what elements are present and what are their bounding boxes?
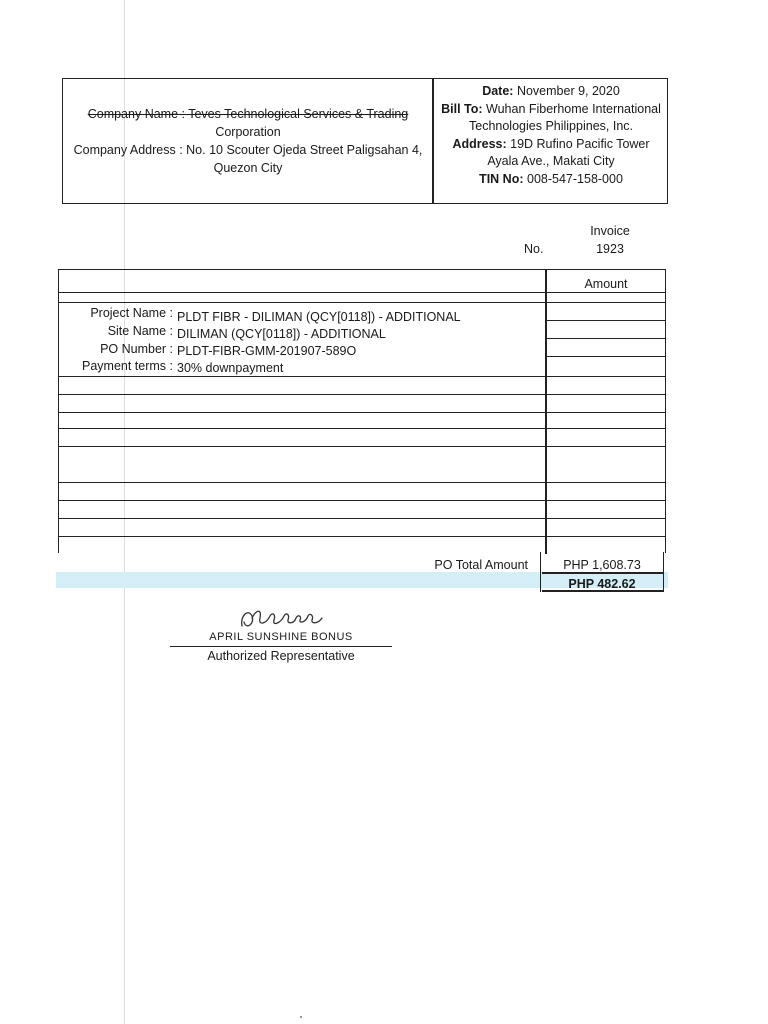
total-bottom-rule (542, 590, 664, 592)
company-address-line: Company Address : No. 10 Scouter Ojeda Street Paligsahan 4, (73, 143, 423, 157)
tin-line (435, 171, 667, 189)
bill-to-continued: Technologies Philippines, Inc. (469, 119, 633, 133)
tin-label: TIN No: (479, 171, 524, 186)
table-rule (59, 428, 665, 429)
address-label: Address: (452, 136, 507, 151)
table-rule (59, 376, 665, 377)
date-label: Date: (482, 84, 514, 98)
payment-terms-value: 30% downpayment (177, 361, 284, 375)
bill-to-label: Bill To: (441, 101, 483, 116)
table-rule (59, 412, 665, 413)
scan-speck (300, 1016, 302, 1018)
amount-cell-rule (546, 338, 665, 339)
amount-column-header: Amount (584, 277, 628, 291)
company-details (67, 105, 429, 177)
payment-terms-label: Payment terms : (82, 359, 173, 373)
company-address-continued: Quezon City (213, 161, 283, 175)
address-line (435, 136, 667, 154)
tin-value: 008-547-158-000 (527, 171, 623, 186)
site-name-label: Site Name : (107, 324, 173, 338)
invoice-no-label: No. (524, 242, 544, 256)
billing-details (435, 83, 667, 188)
date-value: November 9, 2020 (516, 84, 620, 98)
table-rule (59, 536, 665, 537)
table-rule (59, 482, 665, 483)
total-separator (542, 572, 664, 574)
invoice-table (58, 269, 666, 553)
downpayment-amount: PHP 482.62 (568, 577, 636, 588)
address-continued: Ayala Ave., Makati City (487, 154, 615, 168)
po-number-label: PO Number : (100, 342, 173, 356)
po-number-value: PLDT-FIBR-GMM-201907-589O (177, 344, 357, 358)
site-name-value: DILIMAN (QCY[0118]) - ADDITIONAL (177, 327, 386, 341)
amount-cell-rule (546, 320, 665, 321)
representative-title: Authorized Representative (207, 649, 355, 663)
table-rule (59, 518, 665, 519)
representative-name: APRIL SUNSHINE BONUS (209, 631, 353, 643)
address-value: 19D Rufino Pacific Tower (510, 136, 650, 151)
po-total-label: PO Total Amount (434, 558, 528, 572)
date-line (435, 83, 667, 101)
bill-to-line (435, 101, 667, 119)
signature-mark (236, 602, 326, 634)
table-rule (59, 292, 665, 293)
table-rule (59, 394, 665, 395)
header-divider (432, 79, 434, 203)
company-name-line: Company Name : Teves Technological Services & Trading (87, 107, 409, 121)
company-name-continued: Corporation (215, 125, 281, 139)
invoice-number: 1923 (596, 242, 624, 256)
signature-line (170, 646, 392, 647)
table-rule (59, 302, 665, 303)
invoice-label: Invoice (590, 224, 630, 238)
table-rule (59, 446, 665, 447)
project-name-value: PLDT FIBR - DILIMAN (QCY[0118]) - ADDITIONAL (177, 310, 461, 324)
invoice-header-box (62, 78, 668, 204)
po-total-value: PHP 1,608.73 (563, 558, 641, 572)
amount-cell-rule (546, 356, 665, 357)
bill-to-value: Wuhan Fiberhome International (486, 101, 661, 116)
table-rule (59, 500, 665, 501)
project-name-label: Project Name : (90, 306, 173, 320)
